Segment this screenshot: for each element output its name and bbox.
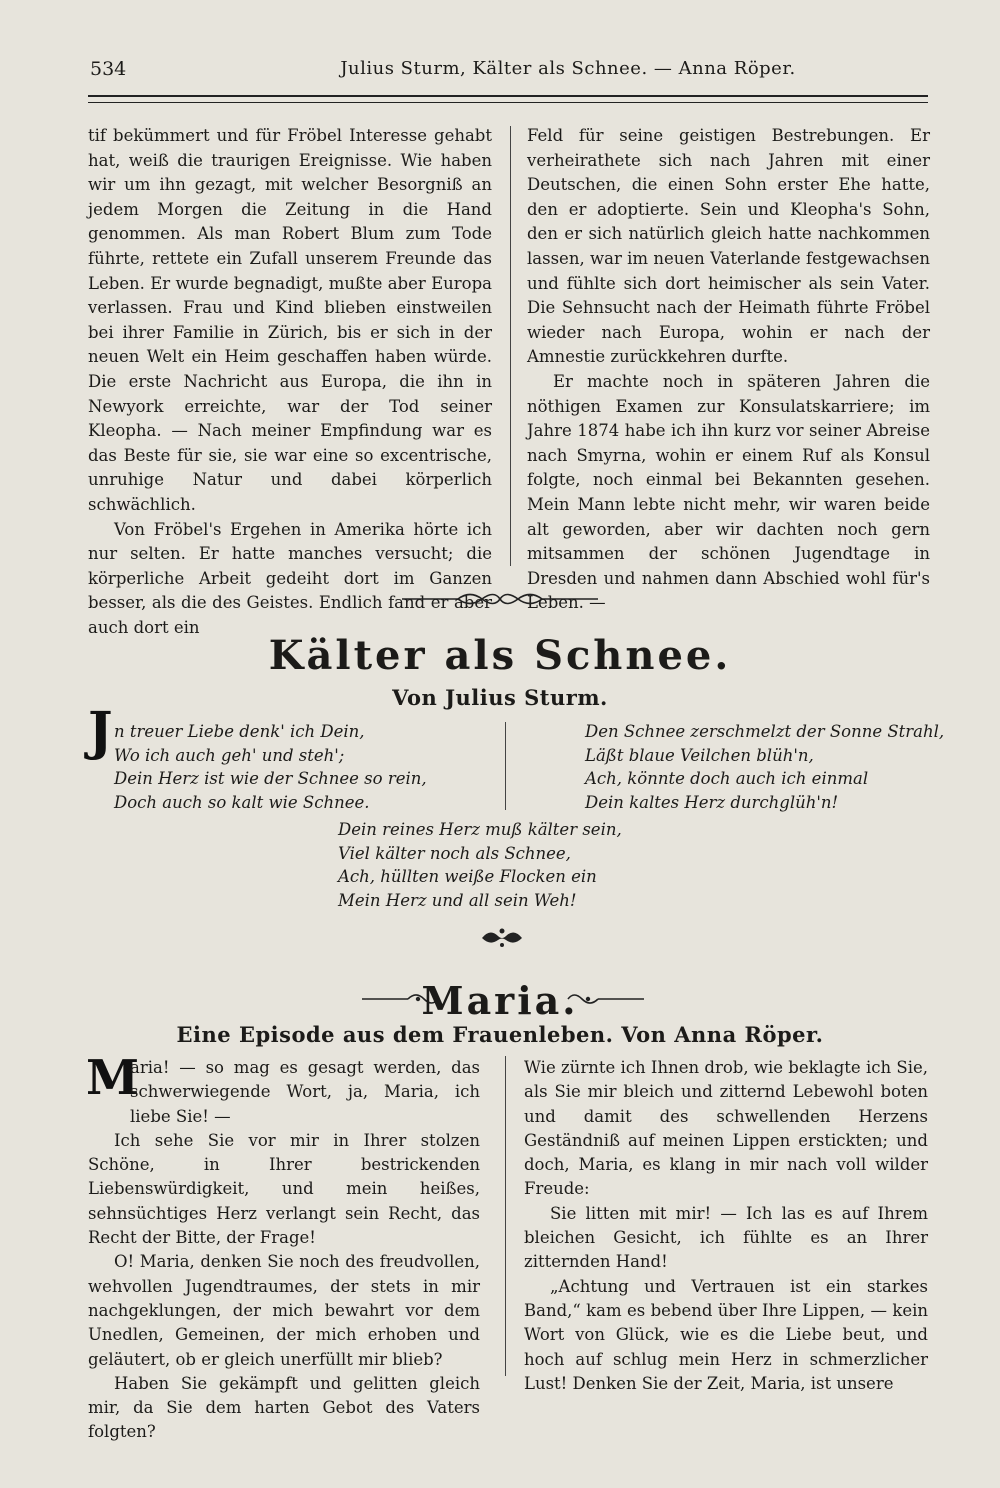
poem-line: Läßt blaue Veilchen blüh'n, bbox=[585, 745, 814, 765]
poem-divider bbox=[505, 722, 506, 810]
top-left-column bbox=[88, 124, 492, 640]
poem-line: Dein Herz ist wie der Schnee so rein, bbox=[114, 769, 427, 788]
top-right-column bbox=[527, 124, 930, 616]
poem-line: Wo ich auch geh' und steh'; bbox=[114, 745, 345, 765]
page-number: 534 bbox=[90, 58, 127, 80]
column-divider bbox=[505, 1056, 506, 1376]
column-divider bbox=[510, 126, 511, 566]
poem-stanza-3 bbox=[338, 818, 622, 912]
poem-line: n treuer Liebe denk' ich Dein, bbox=[114, 722, 365, 741]
story-left-column bbox=[88, 1056, 480, 1445]
poem-line: Ach, hüllten weiße Flocken ein bbox=[338, 867, 597, 886]
flourish-right-icon bbox=[566, 990, 646, 1008]
poem-byline: Von Julius Sturm. bbox=[392, 685, 608, 710]
story-title: Maria. bbox=[421, 978, 579, 1023]
paragraph: Ich sehe Sie vor mir in Ihrer stolzen Schöne, in Ihrer bestrickenden Liebenswürdigkeit, und mein heißes, sehnsüchtiges Herz verlangt sein Recht, das Recht der Bitte, der Frage! bbox=[88, 1130, 480, 1248]
poem-line: Doch auch so kalt wie Schnee. bbox=[114, 792, 370, 812]
fleuron-icon bbox=[478, 926, 526, 948]
paragraph: Wie zürnte ich Ihnen drob, wie beklagte ich Sie, als Sie mir bleich und zitternd Lebewohl boten und damit des schwellenden Herzens Geständniß auf meinen Lippen erstickten; und doch, Maria, es klang in mir nach voll wilder Freude: bbox=[524, 1058, 928, 1199]
page-header bbox=[88, 58, 928, 86]
poem-line: Dein kaltes Herz durchglüh'n! bbox=[585, 792, 839, 812]
paragraph: Sie litten mit mir! — Ich las es auf Ihrem bleichen Gesicht, ich fühlte es an Ihrer zitternden Hand! bbox=[524, 1203, 928, 1272]
paragraph: Haben Sie gekämpft und gelitten gleich mir, da Sie dem harten Gebot des Vaters folgten? bbox=[88, 1373, 480, 1442]
story-drop-cap: M bbox=[86, 1050, 140, 1106]
poem-line: Den Schnee zerschmelzt der Sonne Strahl, bbox=[585, 722, 945, 741]
paragraph: aria! — so mag es gesagt werden, das schwerwiegende Wort, ja, Maria, ich liebe Sie! — bbox=[130, 1058, 480, 1126]
poem-title: Kälter als Schnee. bbox=[268, 632, 732, 679]
story-right-column bbox=[524, 1056, 928, 1396]
paragraph: „Achtung und Vertrauen ist ein starkes Band,“ kam es bebend über Ihre Lippen, — kein Wort von Glück, wie es die Liebe beut, und hoch auf schlug mein Herz in schmerzlicher Lust! Denken Sie der Zeit, Maria, ist unsere bbox=[524, 1276, 928, 1393]
paragraph: Feld für seine geistigen Bestrebungen. Er verheirathete sich nach Jahren mit einer Deutschen, die einen Sohn erster Ehe hatte, den er adoptierte. Sein und Kleopha's Sohn, den er sich natürlich gleich hatte nachkommen lassen, war im neuen Vaterlande festgewachsen und fühlte sich dort heimischer als sein Vater. Die Sehnsucht nach der Heimath führte Fröbel wieder nach Europa, wohin er nach der Amnestie zurückkehren durfte. bbox=[527, 126, 930, 367]
paragraph: tif bekümmert und für Fröbel Interesse gehabt hat, weiß die traurigen Ereignisse. Wie haben wir um ihn gezagt, mit welcher Besorgniß an jedem Morgen die Zeitung in die Hand genommen. Als man Robert Blum zum Tode führte, rettete ein Zufall unserem Freunde das Leben. Er wurde begnadigt, mußte aber Europa verlassen. Frau und Kind blieben einstweilen bei ihrer Familie in Zürich, bis er sich in der neuen Welt ein Heim geschaffen haben würde. Die erste Nachricht aus Europa, die ihn in Newyork erreichte, war der Tod seiner Kleopha. — Nach meiner Empfindung war es das Beste für sie, sie war eine so excentrische, unruhige Natur und dabei körperlich schwächlich. bbox=[88, 126, 492, 514]
poem-line: Viel kälter noch als Schnee, bbox=[338, 843, 571, 863]
ornamental-divider bbox=[400, 588, 600, 610]
poem-line: Ach, könnte doch auch ich einmal bbox=[585, 769, 869, 788]
paragraph: Er machte noch in späteren Jahren die nöthigen Examen zur Konsulatskarriere; im Jahre 1874 habe ich ihn kurz vor seiner Abreise nach Smyrna, wohin er einem Ruf als Konsul folgte, noch einmal bei Bekannten gesehen. Mein Mann lebte nicht mehr, wir waren beide alt geworden, aber wir dachten noch gern mitsammen der schönen Jugendtage in Dresden und nahmen dann Abschied wohl für's Leben. — bbox=[527, 371, 930, 613]
poem-line: Mein Herz und all sein Weh! bbox=[338, 890, 577, 910]
paragraph: O! Maria, denken Sie noch des freudvollen, wehvollen Jugendtraumes, der stets in mir nachgeklungen, der mich bewahrt vor dem Unedlen, Gemeinen, der mich erhoben und geläutert, ob er gleich unerfüllt mir blieb? bbox=[88, 1252, 480, 1369]
poem-stanza-2 bbox=[585, 720, 944, 814]
header-rule bbox=[88, 95, 928, 103]
poem-drop-cap: J bbox=[88, 701, 113, 762]
poem-line: Dein reines Herz muß kälter sein, bbox=[338, 820, 622, 839]
paragraph: Von Fröbel's Ergehen in Amerika hörte ich nur selten. Er hatte manches versucht; die körperliche Arbeit gedeiht dort im Ganzen besser, als die des Geistes. Endlich fand er aber auch dort ein bbox=[88, 519, 492, 637]
story-subtitle: Eine Episode aus dem Frauenleben. Von Anna Röper. bbox=[176, 1022, 824, 1047]
poem-stanza-1 bbox=[114, 720, 427, 814]
running-title: Julius Sturm, Kälter als Schnee. — Anna Röper. bbox=[340, 58, 796, 79]
